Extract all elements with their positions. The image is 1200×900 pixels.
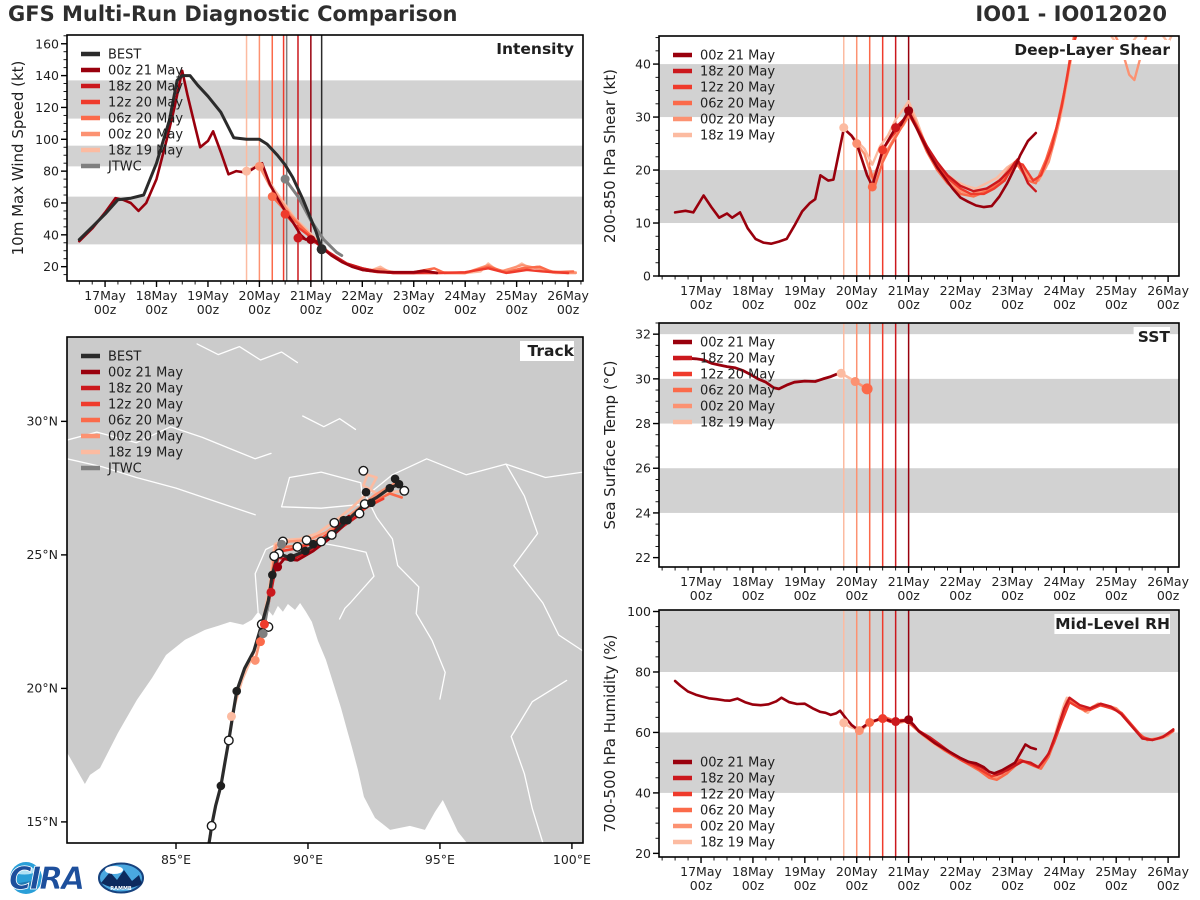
svg-text:26May: 26May xyxy=(1147,283,1189,298)
svg-text:18May: 18May xyxy=(732,864,774,879)
track-point-filled xyxy=(268,571,277,580)
shear-ylabel: 200-850 hPa Shear (kt) xyxy=(601,69,619,243)
svg-text:00z: 00z xyxy=(793,878,817,893)
init-marker-r21_00 xyxy=(306,235,315,244)
init-marker-r19_18 xyxy=(839,718,848,727)
init-marker-r20_00 xyxy=(851,377,860,386)
svg-text:20: 20 xyxy=(43,259,59,275)
svg-text:22May: 22May xyxy=(939,283,982,298)
track-point-filled xyxy=(217,782,226,791)
legend-label-r21_00: 00z 21 May xyxy=(108,365,184,381)
svg-text:18May: 18May xyxy=(135,288,178,303)
legend-label-r19_18: 18z 19 May xyxy=(700,835,776,851)
init-marker-r20_06 xyxy=(865,718,874,727)
sst-panel-title: SST xyxy=(1137,328,1170,346)
svg-text:00z: 00z xyxy=(897,297,920,312)
panel-shear xyxy=(601,32,1190,312)
legend-label-r20_18: 18z 20 May xyxy=(700,771,776,787)
track-point-open xyxy=(207,822,216,831)
svg-text:00z: 00z xyxy=(949,588,972,603)
legend-label-r20_00: 00z 20 May xyxy=(700,112,776,128)
track-point-filled xyxy=(301,547,310,556)
init-marker-r20_18 xyxy=(891,717,900,726)
shear-panel-title: Deep-Layer Shear xyxy=(1014,41,1170,59)
svg-text:00z: 00z xyxy=(505,302,528,317)
init-marker-r20_06 xyxy=(868,182,877,191)
legend-label-r20_12: 12z 20 May xyxy=(700,80,776,96)
svg-text:00z: 00z xyxy=(351,302,374,317)
svg-text:160: 160 xyxy=(35,36,59,52)
svg-text:00z: 00z xyxy=(897,588,920,603)
track-point-filled xyxy=(385,484,394,493)
init-marker-r20_18 xyxy=(891,123,900,132)
svg-text:00z: 00z xyxy=(1053,878,1076,893)
svg-text:85°E: 85°E xyxy=(160,852,192,867)
legend-label-r21_00: 00z 21 May xyxy=(700,335,776,351)
svg-text:80: 80 xyxy=(43,163,59,179)
svg-text:22May: 22May xyxy=(341,288,384,303)
svg-text:00z: 00z xyxy=(248,302,271,317)
track-point-filled xyxy=(362,488,371,497)
svg-text:00z: 00z xyxy=(845,297,868,312)
svg-text:00z: 00z xyxy=(897,878,920,893)
svg-text:23May: 23May xyxy=(991,574,1034,589)
svg-text:00z: 00z xyxy=(1001,297,1024,312)
sst-ylabel: Sea Surface Temp (°C) xyxy=(601,360,619,530)
track-point-filled xyxy=(287,553,296,562)
legend-label-r20_18: 18z 20 May xyxy=(700,351,776,367)
svg-text:25May: 25May xyxy=(1095,574,1138,589)
svg-text:15°N: 15°N xyxy=(26,813,58,829)
svg-text:21May: 21May xyxy=(887,283,930,298)
legend-label-r20_06: 06z 20 May xyxy=(700,383,776,399)
cira-logo-text: CIRA xyxy=(9,861,84,897)
track-point-filled xyxy=(367,499,376,508)
svg-text:20May: 20May xyxy=(835,283,878,298)
legend-label-best: BEST xyxy=(108,47,142,63)
svg-text:00z: 00z xyxy=(845,878,868,893)
legend-label-r21_00: 00z 21 May xyxy=(700,48,776,64)
svg-text:20May: 20May xyxy=(835,574,878,589)
track-point-open xyxy=(355,509,364,518)
svg-text:100: 100 xyxy=(35,131,59,147)
svg-text:19May: 19May xyxy=(783,864,826,879)
rammb-logo xyxy=(99,864,143,893)
legend-label-r21_00: 00z 21 May xyxy=(700,755,776,771)
svg-text:19May: 19May xyxy=(187,288,229,303)
svg-text:17May: 17May xyxy=(680,574,722,589)
storm-id-title: IO01 - IO012020 xyxy=(975,2,1167,26)
legend-label-r19_18: 18z 19 May xyxy=(700,415,776,431)
svg-text:00z: 00z xyxy=(689,297,713,312)
svg-text:23May: 23May xyxy=(392,288,435,303)
svg-text:00z: 00z xyxy=(1053,588,1076,603)
init-marker-r20_06 xyxy=(268,192,277,201)
svg-text:00z: 00z xyxy=(949,878,972,893)
legend-label-jtwc: JTWC xyxy=(108,461,142,477)
svg-text:00z: 00z xyxy=(145,302,168,317)
threshold-band xyxy=(659,323,1179,334)
panel-sst xyxy=(601,323,1190,603)
svg-text:100°E: 100°E xyxy=(552,852,591,867)
legend-label-r20_12: 12z 20 May xyxy=(108,397,184,413)
svg-text:00z: 00z xyxy=(556,302,580,317)
legend-label-r20_00: 00z 20 May xyxy=(700,399,776,415)
run-start-dot-r20_06 xyxy=(256,637,265,646)
init-marker-r20_00 xyxy=(255,162,264,171)
track-point-filled xyxy=(309,540,318,549)
svg-text:100: 100 xyxy=(627,604,651,620)
svg-text:20°N: 20°N xyxy=(26,680,58,696)
svg-text:18May: 18May xyxy=(732,283,774,298)
intensity-ylabel: 10m Max Wind Speed (kt) xyxy=(9,60,27,256)
svg-text:90°E: 90°E xyxy=(292,852,324,867)
legend-label-r19_18: 18z 19 May xyxy=(108,445,184,461)
svg-text:20May: 20May xyxy=(238,288,281,303)
legend-label-r20_12: 12z 20 May xyxy=(108,95,184,111)
init-marker-r20_12 xyxy=(281,210,290,219)
legend-label-r20_00: 00z 20 May xyxy=(700,819,776,835)
svg-text:00z: 00z xyxy=(741,878,765,893)
svg-text:30: 30 xyxy=(635,109,651,125)
init-marker-best xyxy=(317,244,327,254)
svg-text:40: 40 xyxy=(43,227,59,243)
svg-text:22: 22 xyxy=(635,550,651,566)
track-point-open xyxy=(224,736,233,745)
svg-text:26May: 26May xyxy=(547,288,589,303)
svg-text:00z: 00z xyxy=(689,588,713,603)
run-start-dot-r20_18 xyxy=(267,588,276,597)
legend-label-r20_18: 18z 20 May xyxy=(700,64,776,80)
svg-text:00z: 00z xyxy=(1104,878,1128,893)
init-marker-r20_12 xyxy=(878,145,887,154)
main-title: GFS Multi-Run Diagnostic Comparison xyxy=(8,2,458,26)
svg-text:30°N: 30°N xyxy=(26,413,58,429)
track-point-open xyxy=(293,543,302,552)
track-point-open xyxy=(327,531,336,540)
legend-label-r21_00: 00z 21 May xyxy=(108,63,184,79)
svg-text:30: 30 xyxy=(635,371,651,387)
svg-text:00z: 00z xyxy=(1104,588,1128,603)
svg-text:25May: 25May xyxy=(495,288,538,303)
svg-text:00z: 00z xyxy=(793,297,817,312)
svg-text:24May: 24May xyxy=(1043,864,1086,879)
track-point-filled xyxy=(391,474,400,483)
svg-text:00z: 00z xyxy=(402,302,425,317)
svg-text:20: 20 xyxy=(635,162,651,178)
legend-label-r20_12: 12z 20 May xyxy=(700,367,776,383)
svg-text:25May: 25May xyxy=(1095,864,1138,879)
legend-label-r19_18: 18z 19 May xyxy=(700,128,776,144)
svg-text:40: 40 xyxy=(635,785,651,801)
legend-label-r20_00: 00z 20 May xyxy=(108,127,184,143)
legend-label-r20_06: 06z 20 May xyxy=(108,111,184,127)
init-marker-r20_00 xyxy=(852,139,861,148)
svg-text:00z: 00z xyxy=(793,588,817,603)
svg-text:22May: 22May xyxy=(939,864,982,879)
svg-text:120: 120 xyxy=(35,99,59,115)
svg-text:19May: 19May xyxy=(783,574,826,589)
svg-text:32: 32 xyxy=(635,326,651,342)
svg-text:17May: 17May xyxy=(680,864,722,879)
init-marker-r19_18 xyxy=(837,369,846,378)
svg-text:0: 0 xyxy=(643,268,651,284)
run-start-dot-jtwc xyxy=(259,629,268,638)
svg-text:00z: 00z xyxy=(1156,297,1180,312)
rh-panel-title: Mid-Level RH xyxy=(1055,615,1170,633)
svg-text:40: 40 xyxy=(635,56,651,72)
track-point-open xyxy=(359,466,368,475)
svg-text:60: 60 xyxy=(635,724,651,740)
svg-text:17May: 17May xyxy=(680,283,722,298)
run-start-dot-r19_18 xyxy=(227,712,236,721)
svg-text:28: 28 xyxy=(635,416,651,432)
intensity-panel-title: Intensity xyxy=(496,40,574,58)
legend-label-r20_18: 18z 20 May xyxy=(108,79,184,95)
svg-text:00z: 00z xyxy=(299,302,323,317)
svg-text:23May: 23May xyxy=(991,283,1034,298)
svg-text:00z: 00z xyxy=(196,302,220,317)
svg-text:00z: 00z xyxy=(845,588,868,603)
panel-intensity xyxy=(9,35,590,317)
track-point-filled xyxy=(232,687,241,696)
legend-label-r20_06: 06z 20 May xyxy=(700,96,776,112)
svg-text:22May: 22May xyxy=(939,574,982,589)
legend-label-r20_06: 06z 20 May xyxy=(700,803,776,819)
legend-label-jtwc: JTWC xyxy=(108,159,142,175)
svg-text:80: 80 xyxy=(635,664,651,680)
svg-text:25May: 25May xyxy=(1095,283,1138,298)
track-point-open xyxy=(317,537,326,546)
svg-text:24: 24 xyxy=(635,505,651,521)
svg-text:21May: 21May xyxy=(887,574,930,589)
init-marker-r21_00 xyxy=(904,106,913,115)
legend-label-r19_18: 18z 19 May xyxy=(108,143,184,159)
svg-text:20: 20 xyxy=(635,845,651,861)
legend-label-r20_00: 00z 20 May xyxy=(108,429,184,445)
svg-text:17May: 17May xyxy=(84,288,126,303)
svg-text:00z: 00z xyxy=(93,302,117,317)
init-marker-r20_18 xyxy=(293,234,302,243)
svg-text:24May: 24May xyxy=(1043,574,1086,589)
svg-text:00z: 00z xyxy=(689,878,713,893)
svg-text:24May: 24May xyxy=(1043,283,1086,298)
track-point-filled xyxy=(339,516,348,525)
svg-text:95°E: 95°E xyxy=(424,852,455,867)
svg-text:26May: 26May xyxy=(1147,574,1189,589)
legend-label-best: BEST xyxy=(108,349,142,365)
init-marker-jtwc xyxy=(281,175,290,184)
run-start-dot-r20_00 xyxy=(251,656,260,665)
init-marker-r19_18 xyxy=(242,167,251,176)
panel-rh xyxy=(601,604,1190,893)
svg-text:20May: 20May xyxy=(835,864,878,879)
svg-text:00z: 00z xyxy=(1053,297,1076,312)
threshold-band xyxy=(659,468,1179,513)
cira-rammb-logo xyxy=(9,861,143,897)
rammb-logo-text: RAMMB xyxy=(110,886,132,892)
svg-text:21May: 21May xyxy=(289,288,332,303)
svg-text:00z: 00z xyxy=(1001,878,1024,893)
track-point-open xyxy=(330,519,339,528)
svg-text:00z: 00z xyxy=(949,297,972,312)
svg-text:00z: 00z xyxy=(741,297,765,312)
svg-text:60: 60 xyxy=(43,195,59,211)
run-start-dot-jtwc xyxy=(277,540,286,549)
panel-track xyxy=(26,337,591,867)
svg-text:26May: 26May xyxy=(1147,864,1189,879)
svg-text:18May: 18May xyxy=(732,574,774,589)
track-panel-title: Track xyxy=(527,342,574,360)
init-marker-r20_12 xyxy=(878,714,887,723)
svg-text:26: 26 xyxy=(635,460,651,476)
svg-text:00z: 00z xyxy=(453,302,477,317)
svg-text:00z: 00z xyxy=(1104,297,1128,312)
run-start-dot-r21_00 xyxy=(273,562,282,571)
init-marker-r20_06 xyxy=(862,383,873,394)
svg-text:19May: 19May xyxy=(783,283,826,298)
init-marker-r21_00 xyxy=(904,715,913,724)
legend-label-r20_06: 06z 20 May xyxy=(108,413,184,429)
svg-text:140: 140 xyxy=(35,68,59,84)
init-marker-r20_00 xyxy=(855,726,864,735)
svg-text:23May: 23May xyxy=(991,864,1034,879)
svg-text:00z: 00z xyxy=(1156,878,1180,893)
legend-label-r20_12: 12z 20 May xyxy=(700,787,776,803)
legend-label-r20_18: 18z 20 May xyxy=(108,381,184,397)
svg-text:21May: 21May xyxy=(887,864,930,879)
svg-text:00z: 00z xyxy=(741,588,765,603)
svg-text:24May: 24May xyxy=(444,288,487,303)
rh-ylabel: 700-500 hPa Humidity (%) xyxy=(601,634,619,833)
svg-text:00z: 00z xyxy=(1001,588,1024,603)
track-point-open xyxy=(400,487,409,496)
svg-text:10: 10 xyxy=(635,215,651,231)
track-point-open xyxy=(270,552,279,561)
svg-text:25°N: 25°N xyxy=(26,546,58,562)
init-marker-r19_18 xyxy=(839,123,848,132)
svg-text:00z: 00z xyxy=(1156,588,1180,603)
run-start-dot-r20_12 xyxy=(260,620,269,629)
